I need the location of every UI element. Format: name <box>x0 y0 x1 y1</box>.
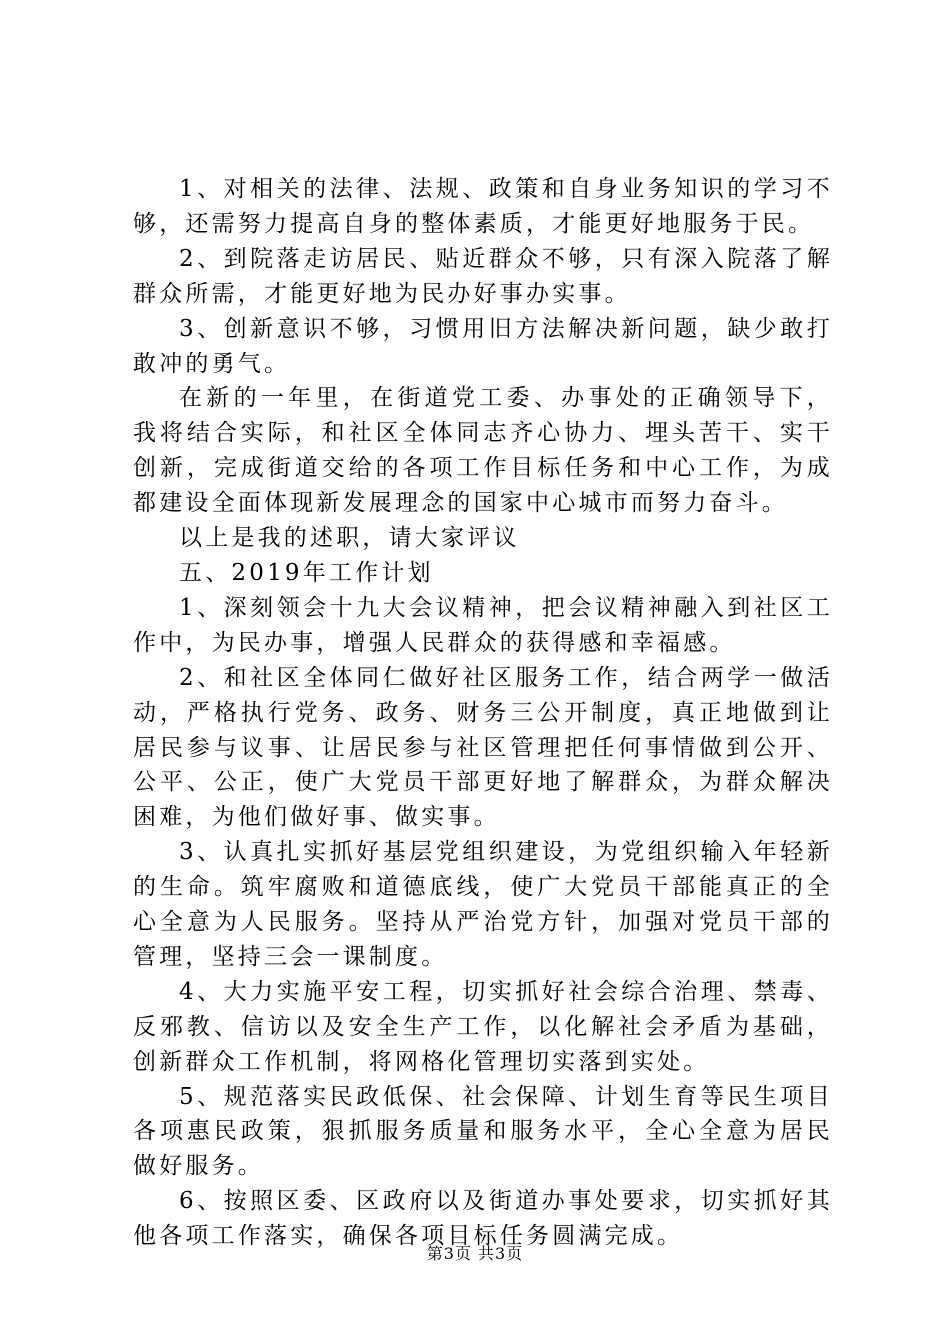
paragraph-weakness-2: 2、到院落走访居民、贴近群众不够，只有深入院落了解群众所需，才能更好地为民办好事办实事。 <box>133 245 833 307</box>
paragraph-weakness-3: 3、创新意识不够，习惯用旧方法解决新问题，缺少敢打敢冲的勇气。 <box>133 315 833 377</box>
paragraph-closing-remark: 以上是我的述职，请大家评议 <box>179 525 520 552</box>
page-number-footer: 第3页 共3页 <box>426 1244 524 1263</box>
paragraph-plan-3: 3、认真扎实抓好基层党组织建设，为党组织输入年轻新的生命。筑牢腐败和道德底线，使广大党员干部能真正的全心全意为人民服务。坚持从严治党方针，加强对党员干部的管理，坚持三会一课制度。 <box>133 839 833 970</box>
document-body <box>133 172 833 1254</box>
paragraph-new-year-outlook: 在新的一年里，在街道党工委、办事处的正确领导下，我将结合实际，和社区全体同志齐心协力、埋头苦干、实干创新，完成街道交给的各项工作目标任务和中心工作，为成都建设全面体现新发展理念的国家中心城市而努力奋斗。 <box>133 385 833 517</box>
paragraph-plan-2: 2、和社区全体同仁做好社区服务工作，结合两学一做活动，严格执行党务、政务、财务三公开制度，真正地做到让居民参与议事、让居民参与社区管理把任何事情做到公开、公平、公正，使广大党员干部更好地了解群众，为群众解决困难，为他们做好事、做实事。 <box>133 664 833 831</box>
paragraph-plan-5: 5、规范落实民政低保、社会保障、计划生育等民生项目各项惠民政策，狠抓服务质量和服务水平，全心全意为居民做好服务。 <box>133 1083 833 1180</box>
paragraph-plan-4: 4、大力实施平安工程，切实抓好社会综合治理、禁毒、反邪教、信访以及安全生产工作，以化解社会矛盾为基础，创新群众工作机制，将网格化管理切实落到实处。 <box>133 978 833 1075</box>
paragraph-weakness-1: 1、对相关的法律、法规、政策和自身业务知识的学习不够，还需努力提高自身的整体素质，才能更好地服务于民。 <box>133 176 833 237</box>
paragraph-plan-6: 6、按照区委、区政府以及街道办事处要求，切实抓好其他各项工作落实，确保各项目标任务圆满完成。 <box>133 1188 833 1250</box>
paragraph-plan-1: 1、深刻领会十九大会议精神，把会议精神融入到社区工作中，为民办事，增强人民群众的获得感和幸福感。 <box>133 594 833 656</box>
section-heading-work-plan: 五、2019年工作计划 <box>179 559 434 586</box>
